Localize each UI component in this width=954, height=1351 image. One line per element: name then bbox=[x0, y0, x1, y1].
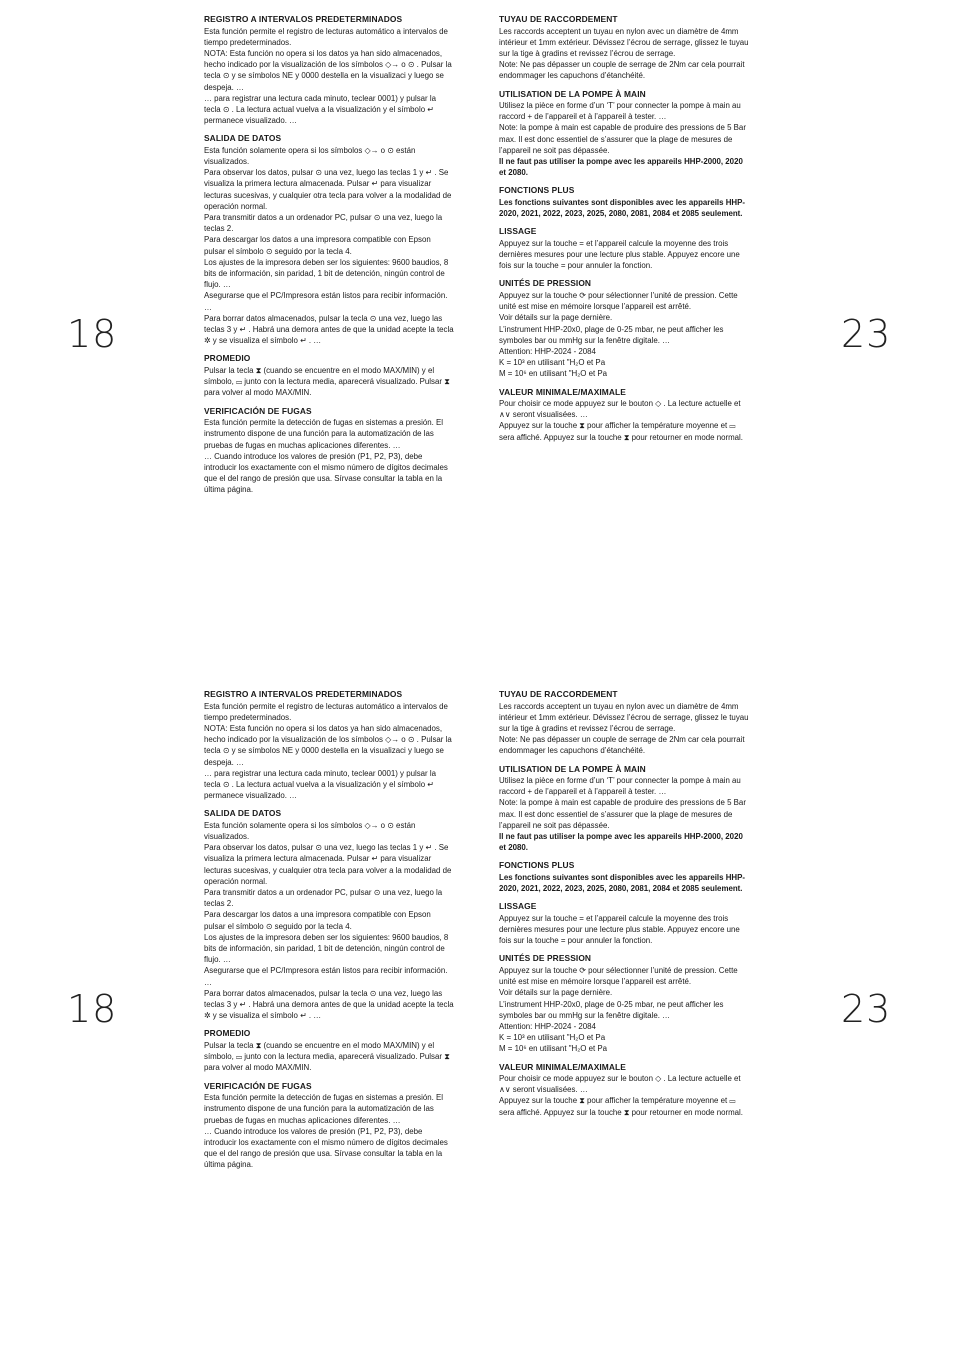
section-paragraph: K = 10³ en utilisant "H₂O et Pa bbox=[499, 1033, 606, 1043]
section-paragraph: Note: Ne pas dépasser un couple de serrage de 2Nm car cela pourrait endommager les capuchons d’étanchéité. bbox=[499, 735, 745, 756]
section-heading: SALIDA DE DATOS bbox=[204, 133, 282, 144]
section-paragraph: Les raccords acceptent un tuyau en nylon avec un diamètre de 4mm intérieur et 1mm extérieur. Dévissez l’écrou de serrage, glissez le tuyau sur la tige à gradins et revissez l’écrou de serrage. bbox=[499, 26, 749, 58]
section-heading: UNITÉS DE PRESSION bbox=[499, 278, 592, 289]
section-paragraph: Para observar los datos, pulsar ⊙ una vez, luego las teclas 1 y ↵ . Se visualiza la primera lectura almacenada. Pulsar ↵ para visualizar lecturas sucesivas, y cualquier otra tecla para volver a la modalidad de operación normal. bbox=[204, 843, 452, 886]
section-heading: VERIFICACIÓN DE FUGAS bbox=[204, 405, 312, 416]
manual-section bbox=[499, 901, 749, 946]
manual-section bbox=[499, 860, 749, 894]
section-paragraph: Esta función permite la detección de fugas en sistemas a presión. El instrumento dispone de una función para la automatización de las pruebas de fugas en muchas aplicaciones diferentes. … bbox=[204, 418, 444, 450]
page-number-left: 18 bbox=[67, 987, 118, 1031]
section-paragraph: Les raccords acceptent un tuyau en nylon avec un diamètre de 4mm intérieur et 1mm extérieur. Dévissez l’écrou de serrage, glissez le tuyau sur la tige à gradins et revissez l’écrou de serrage. bbox=[499, 701, 749, 733]
section-paragraph: Utilisez la pièce en forme d’un ‘T’ pour connecter la pompe à main au raccord + de l’appareil et à l’appareil à tester. … bbox=[499, 101, 741, 122]
section-paragraph: Note: la pompe à main est capable de produire des pressions de 5 Bar max. Il est donc essentiel de s’assurer que la plage de mesures de l’appareil ne soit pas dépassée. bbox=[499, 123, 746, 155]
section-paragraph: Para borrar datos almacenados, pulsar la tecla ⊙ una vez, luego las teclas 3 y ↵ . Habrá una demora antes de que la unidad acepte la tecla ✲ y se visualiza el símbolo ↵ . … bbox=[204, 313, 454, 346]
section-paragraph: Esta función permite el registro de lecturas automático a intervalos de tiempo predeterminados. bbox=[204, 701, 448, 722]
section-paragraph: Los ajustes de la impresora deben ser los siguientes: 9600 baudios, 8 bits de información, sin paridad, 1 bit de detención, ningún control de flujo. … bbox=[204, 257, 449, 290]
section-paragraph: Appuyez sur la touche ⧗ pour afficher la température moyenne et ▭ sera affiché. Appuyez sur la touche ⧗ pour retourner en mode normal. bbox=[499, 1096, 744, 1117]
manual-section bbox=[499, 185, 749, 219]
spanish-column bbox=[204, 14, 454, 503]
section-paragraph: L’instrument HHP-20x0, plage de 0-25 mbar, ne peut afficher les symboles bar ou mmHg sur la fenêtre digitale. … bbox=[499, 324, 724, 345]
page-number-right: 23 bbox=[841, 312, 892, 356]
section-paragraph: Attention: HHP-2024 - 2084 bbox=[499, 346, 596, 356]
section-paragraph: Para transmitir datos a un ordenador PC, pulsar ⊙ una vez, luego la teclas 2. bbox=[204, 888, 443, 909]
section-paragraph: … Cuando introduce los valores de presión (P1, P2, P3), debe introducir los exactamente con el mismo número de dígitos decimales que el del rango de presión que usa. Sírvase consultar la tabla en la última página. bbox=[204, 451, 448, 495]
section-heading: UTILISATION DE LA POMPE À MAIN bbox=[499, 88, 646, 99]
manual-section bbox=[204, 133, 454, 346]
section-paragraph: Para observar los datos, pulsar ⊙ una vez, luego las teclas 1 y ↵ . Se visualiza la primera lectura almacenada. Pulsar ↵ para visualizar lecturas sucesivas, y cualquier otra tecla para volver a la modalidad de operación normal. bbox=[204, 168, 452, 211]
section-paragraph: M = 10⁶ en utilisant "H₂O et Pa bbox=[499, 369, 608, 379]
section-paragraph: M = 10⁶ en utilisant "H₂O et Pa bbox=[499, 1044, 608, 1054]
bold-note: Il ne faut pas utiliser la pompe avec les appareils HHP-2000, 2020 et 2080. bbox=[499, 832, 743, 853]
manual-section bbox=[499, 689, 749, 757]
section-paragraph: NOTA: Esta función no opera si los datos ya han sido almacenados, hecho indicado por la visualización de los símbolos ◇→ o ⊙ . Pulsar la tecla ⊙ y se símbolos NE y 0000 destella en la visualizaci y luego se despeja. … bbox=[204, 723, 452, 767]
manual-section bbox=[204, 406, 454, 496]
section-paragraph: Appuyez sur la touche = et l’appareil calcule la moyenne des trois dernières mesures pour une lecture plus stable. Appuyez encore une fois sur la touche = pour annuler la fonction. bbox=[499, 238, 740, 271]
bold-note: Les fonctions suivantes sont disponibles avec les appareils HHP-2020, 2021, 2022, 2023, 2025, 2080, 2081, 2084 et 2085 seulement. bbox=[499, 197, 745, 219]
spanish-column bbox=[204, 689, 454, 1178]
section-paragraph: NOTA: Esta función no opera si los datos ya han sido almacenados, hecho indicado por la visualización de los símbolos ◇→ o ⊙ . Pulsar la tecla ⊙ y se símbolos NE y 0000 destella en la visualizaci y luego se despeja. … bbox=[204, 48, 452, 92]
section-paragraph: Pour choisir ce mode appuyez sur le bouton ◇ . La lecture actuelle et ∧∨ seront visualisées. … bbox=[499, 399, 741, 420]
section-paragraph: Para transmitir datos a un ordenador PC, pulsar ⊙ una vez, luego la teclas 2. bbox=[204, 213, 443, 234]
section-heading: TUYAU DE RACCORDEMENT bbox=[499, 14, 618, 24]
manual-section bbox=[499, 14, 749, 82]
section-heading: LISSAGE bbox=[499, 226, 537, 237]
section-heading: REGISTRO A INTERVALOS PREDETERMINADOS bbox=[204, 14, 403, 24]
section-heading: FONCTIONS PLUS bbox=[499, 860, 575, 871]
page-number-left: 18 bbox=[67, 312, 118, 356]
section-paragraph: Voir détails sur la page dernière. bbox=[499, 313, 613, 323]
section-heading: TUYAU DE RACCORDEMENT bbox=[499, 689, 618, 699]
manual-section bbox=[499, 89, 749, 179]
section-paragraph: Pour choisir ce mode appuyez sur le bouton ◇ . La lecture actuelle et ∧∨ seront visualisées. … bbox=[499, 1074, 741, 1095]
section-paragraph: … para registrar una lectura cada minuto, teclear 0001) y pulsar la tecla ⊙ . La lectura actual vuelva a la visualización y el símbolo ↵ permanece visualizado. … bbox=[204, 93, 437, 126]
section-heading: PROMEDIO bbox=[204, 353, 251, 364]
manual-spread-top bbox=[0, 0, 954, 672]
section-paragraph: Appuyez sur la touche = et l’appareil calcule la moyenne des trois dernières mesures pour une lecture plus stable. Appuyez encore une fois sur la touche = pour annuler la fonction. bbox=[499, 913, 740, 946]
bold-note: Il ne faut pas utiliser la pompe avec les appareils HHP-2000, 2020 et 2080. bbox=[499, 157, 743, 178]
section-paragraph: Utilisez la pièce en forme d’un ‘T’ pour connecter la pompe à main au raccord + de l’appareil et à l’appareil à tester. … bbox=[499, 776, 741, 797]
section-paragraph: … para registrar una lectura cada minuto, teclear 0001) y pulsar la tecla ⊙ . La lectura actual vuelva a la visualización y el símbolo ↵ permanece visualizado. … bbox=[204, 768, 437, 801]
section-heading: VALEUR MINIMALE/MAXIMALE bbox=[499, 1061, 626, 1072]
manual-section bbox=[204, 1028, 454, 1073]
section-heading: LISSAGE bbox=[499, 901, 537, 912]
section-paragraph: L’instrument HHP-20x0, plage de 0-25 mbar, ne peut afficher les symboles bar ou mmHg sur la fenêtre digitale. … bbox=[499, 999, 724, 1020]
manual-section bbox=[204, 689, 454, 801]
section-paragraph: Appuyez sur la touche ⟳ pour sélectionner l’unité de pression. Cette unité est mise en mémoire lorsque l’appareil est arrêté. bbox=[499, 290, 738, 312]
section-heading: REGISTRO A INTERVALOS PREDETERMINADOS bbox=[204, 689, 403, 699]
manual-section bbox=[499, 953, 749, 1054]
section-paragraph: Esta función permite la detección de fugas en sistemas a presión. El instrumento dispone de una función para la automatización de las pruebas de fugas en muchas aplicaciones diferentes. … bbox=[204, 1093, 444, 1125]
section-paragraph: Appuyez sur la touche ⟳ pour sélectionner l’unité de pression. Cette unité est mise en mémoire lorsque l’appareil est arrêté. bbox=[499, 965, 738, 987]
section-paragraph: Note: Ne pas dépasser un couple de serrage de 2Nm car cela pourrait endommager les capuchons d’étanchéité. bbox=[499, 60, 745, 81]
section-paragraph: K = 10³ en utilisant "H₂O et Pa bbox=[499, 358, 606, 368]
section-heading: SALIDA DE DATOS bbox=[204, 808, 282, 819]
section-paragraph: Appuyez sur la touche ⧗ pour afficher la température moyenne et ▭ sera affiché. Appuyez sur la touche ⧗ pour retourner en mode normal. bbox=[499, 421, 744, 442]
bold-note: Les fonctions suivantes sont disponibles avec les appareils HHP-2020, 2021, 2022, 2023, 2025, 2080, 2081, 2084 et 2085 seulement. bbox=[499, 872, 745, 894]
section-paragraph: Esta función solamente opera si los símbolos ◇→ o ⊙ están visualizados. bbox=[204, 145, 416, 167]
manual-section bbox=[499, 226, 749, 271]
section-paragraph: Para borrar datos almacenados, pulsar la tecla ⊙ una vez, luego las teclas 3 y ↵ . Habrá una demora antes de que la unidad acepte la tecla ✲ y se visualiza el símbolo ↵ . … bbox=[204, 988, 454, 1021]
section-paragraph: Esta función solamente opera si los símbolos ◇→ o ⊙ están visualizados. bbox=[204, 820, 416, 842]
french-column bbox=[499, 689, 749, 1125]
section-heading: VALEUR MINIMALE/MAXIMALE bbox=[499, 386, 626, 397]
manual-section bbox=[204, 808, 454, 1021]
section-paragraph: Pulsar la tecla ⧗ (cuando se encuentre en el modo MAX/MIN) y el símbolo, ▭ junto con la lectura media, aparecerá visualizado. Pulsar ⧗ para volver al modo MAX/MIN. bbox=[204, 365, 450, 398]
page-number-right: 23 bbox=[841, 987, 892, 1031]
section-paragraph: Para descargar los datos a una impresora compatible con Epson pulsar el símbolo ⊙ seguido por la tecla 4. bbox=[204, 235, 431, 256]
section-paragraph: Attention: HHP-2024 - 2084 bbox=[499, 1021, 596, 1031]
section-heading: VERIFICACIÓN DE FUGAS bbox=[204, 1080, 312, 1091]
section-heading: UTILISATION DE LA POMPE À MAIN bbox=[499, 763, 646, 774]
section-paragraph: Para descargar los datos a una impresora compatible con Epson pulsar el símbolo ⊙ seguido por la tecla 4. bbox=[204, 910, 431, 931]
manual-section bbox=[204, 14, 454, 126]
manual-section bbox=[499, 278, 749, 379]
manual-section bbox=[499, 387, 749, 443]
section-paragraph: … Cuando introduce los valores de presión (P1, P2, P3), debe introducir los exactamente con el mismo número de dígitos decimales que el del rango de presión que usa. Sírvase consultar la tabla en la última página. bbox=[204, 1126, 448, 1170]
section-paragraph: Pulsar la tecla ⧗ (cuando se encuentre en el modo MAX/MIN) y el símbolo, ▭ junto con la lectura media, aparecerá visualizado. Pulsar ⧗ para volver al modo MAX/MIN. bbox=[204, 1040, 450, 1073]
section-paragraph: Voir détails sur la page dernière. bbox=[499, 988, 613, 998]
section-heading: PROMEDIO bbox=[204, 1028, 251, 1039]
section-heading: UNITÉS DE PRESSION bbox=[499, 953, 592, 964]
french-column bbox=[499, 14, 749, 450]
section-paragraph: Esta función permite el registro de lecturas automático a intervalos de tiempo predeterminados. bbox=[204, 26, 448, 47]
section-heading: FONCTIONS PLUS bbox=[499, 185, 575, 196]
section-paragraph: Los ajustes de la impresora deben ser los siguientes: 9600 baudios, 8 bits de información, sin paridad, 1 bit de detención, ningún control de flujo. … bbox=[204, 932, 449, 965]
section-paragraph: Note: la pompe à main est capable de produire des pressions de 5 Bar max. Il est donc essentiel de s’assurer que la plage de mesures de l’appareil ne soit pas dépassée. bbox=[499, 798, 746, 830]
section-paragraph: Asegurarse que el PC/Impresora están listos para recibir información. … bbox=[204, 291, 448, 312]
manual-section bbox=[204, 1081, 454, 1171]
manual-section bbox=[499, 1062, 749, 1118]
section-paragraph: Asegurarse que el PC/Impresora están listos para recibir información. … bbox=[204, 966, 448, 987]
manual-section bbox=[204, 353, 454, 398]
manual-spread-bottom bbox=[0, 675, 954, 1347]
manual-section bbox=[499, 764, 749, 854]
